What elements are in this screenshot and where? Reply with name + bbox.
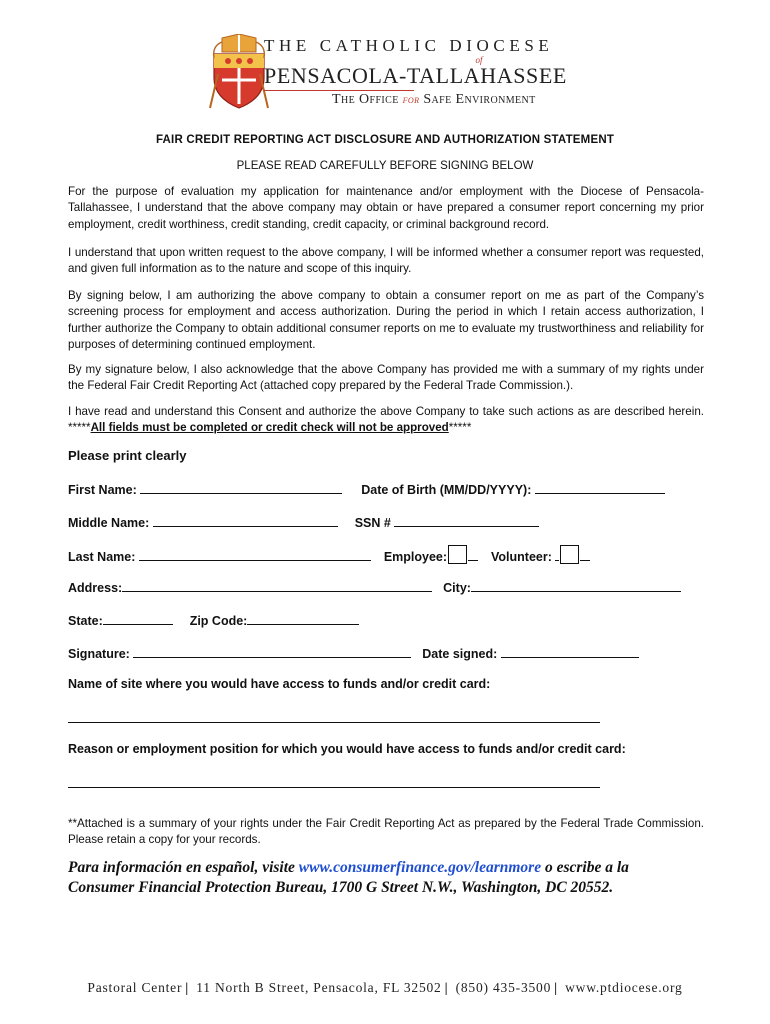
- state-label: State:: [68, 614, 103, 628]
- consumerfinance-link[interactable]: www.consumerfinance.gov/learnmore: [298, 859, 542, 876]
- diocese-coat-of-arms-logo: [208, 34, 270, 110]
- row-first-name: [68, 481, 665, 497]
- last-name-field[interactable]: [139, 548, 371, 561]
- row-signature: [68, 645, 639, 661]
- last-name-label: Last Name:: [68, 550, 139, 564]
- employee-label: Employee:: [383, 550, 448, 564]
- city-label: City:: [443, 581, 471, 595]
- footer-center: Pastoral Center: [87, 980, 183, 995]
- footer-phone: (850) 435-3500: [455, 980, 552, 995]
- date-signed-field[interactable]: [501, 645, 639, 658]
- address-label: Address:: [68, 581, 123, 595]
- employee-checkbox[interactable]: [448, 545, 467, 564]
- first-name-field[interactable]: [140, 481, 342, 494]
- row-address: [68, 579, 681, 595]
- address-field[interactable]: [122, 579, 432, 592]
- zip-field[interactable]: [247, 612, 359, 625]
- row-last-name: [68, 545, 590, 564]
- paragraph-acknowledgement: By my signature below, I also acknowledge that the above Company has provided me with a summary of my rights under the Federal Fair Credit Reporting Act (attached copy prepared by the Federal Trade Commission.).: [68, 363, 704, 393]
- paragraph-purpose: For the purpose of evaluation my application for maintenance and/or employment with the Diocese of Pensacola-Tallahassee, I understand that the above company may obtain or have prepared a consumer report concerning my prior employment, credit worthiness, credit standing, credit capacity, or criminal background record.: [68, 185, 704, 231]
- letterhead-of: of: [475, 55, 483, 65]
- document-subtitle: PLEASE READ CAREFULLY BEFORE SIGNING BELOW: [236, 160, 534, 172]
- dob-label: Date of Birth (MM/DD/YYYY):: [361, 483, 535, 497]
- paragraph-consent: I have read and understand this Consent and authorize the above Company to take such actions as are described herein. *****All fields must be completed or credit check will not be approved*****: [68, 405, 704, 435]
- volunteer-checkbox[interactable]: [560, 545, 579, 564]
- reason-answer-field[interactable]: [68, 775, 600, 788]
- middle-name-field[interactable]: [153, 514, 338, 527]
- paragraph-request: I understand that upon written request to the above company, I will be informed whether a consumer report was requested, and given full information as to the nature and scope of this inquiry.: [68, 246, 704, 276]
- reason-question: Reason or employment position for which you would have access to funds and/or credit card:: [68, 742, 626, 756]
- letterhead-line2: PENSACOLA-TALLAHASSEE: [264, 63, 567, 88]
- signature-label: Signature:: [68, 647, 134, 661]
- letterhead-line1: THE CATHOLIC DIOCESE: [264, 36, 554, 55]
- ssn-field[interactable]: [394, 514, 539, 527]
- print-clearly-instruction: Please print clearly: [68, 448, 187, 463]
- reason-answer-row: [68, 775, 600, 791]
- site-answer-row: [68, 710, 600, 726]
- dob-field[interactable]: [535, 481, 665, 494]
- document-title: FAIR CREDIT REPORTING ACT DISCLOSURE AND AUTHORIZATION STATEMENT: [155, 134, 615, 146]
- site-question: Name of site where you would have access to funds and/or credit card:: [68, 677, 491, 691]
- city-field[interactable]: [471, 579, 681, 592]
- footer-website[interactable]: www.ptdiocese.org: [565, 980, 683, 995]
- attached-summary-note: **Attached is a summary of your rights under the Fair Credit Reporting Act as prepared by the Federal Trade Commission. Please retain a copy for your records.: [68, 817, 704, 847]
- ssn-label: SSN #: [354, 516, 395, 530]
- spanish-line2: Consumer Financial Protection Bureau, 1700 G Street N.W., Washington, DC 20552.: [68, 879, 614, 896]
- letterhead-rule: [264, 90, 414, 91]
- spanish-line1: Para información en español, visite www.consumerfinance.gov/learnmore o escribe a la: [68, 859, 629, 876]
- row-state: [68, 612, 359, 628]
- footer-address: 11 North B Street, Pensacola, FL 32502: [196, 980, 442, 995]
- state-field[interactable]: [103, 612, 173, 625]
- spanish-info: [68, 858, 708, 898]
- row-middle-name: [68, 514, 539, 530]
- paragraph-authorization: By signing below, I am authorizing the above company to obtain a consumer report on me as part of the Company’s screening process for employment and access authorization. During the period in which I retain access authorization, I further authorize the Company to obtain additional consumer reports on me to evaluate my trustworthiness and reliability for purposes of determining continued employment.: [68, 289, 704, 352]
- volunteer-label: Volunteer:: [491, 550, 556, 564]
- site-answer-field[interactable]: [68, 710, 600, 723]
- diocese-letterhead: [264, 36, 567, 108]
- first-name-label: First Name:: [68, 483, 141, 497]
- zip-label: Zip Code:: [189, 614, 248, 628]
- signature-field[interactable]: [133, 645, 411, 658]
- letterhead-line3: The Office for Safe Environment: [332, 92, 536, 107]
- middle-name-label: Middle Name:: [68, 516, 153, 530]
- footer: Pastoral Center | 11 North B Street, Pensacola, FL 32502 | (850) 435-3500 | www.ptdiocese.org: [87, 980, 683, 995]
- date-signed-label: Date signed:: [422, 647, 501, 661]
